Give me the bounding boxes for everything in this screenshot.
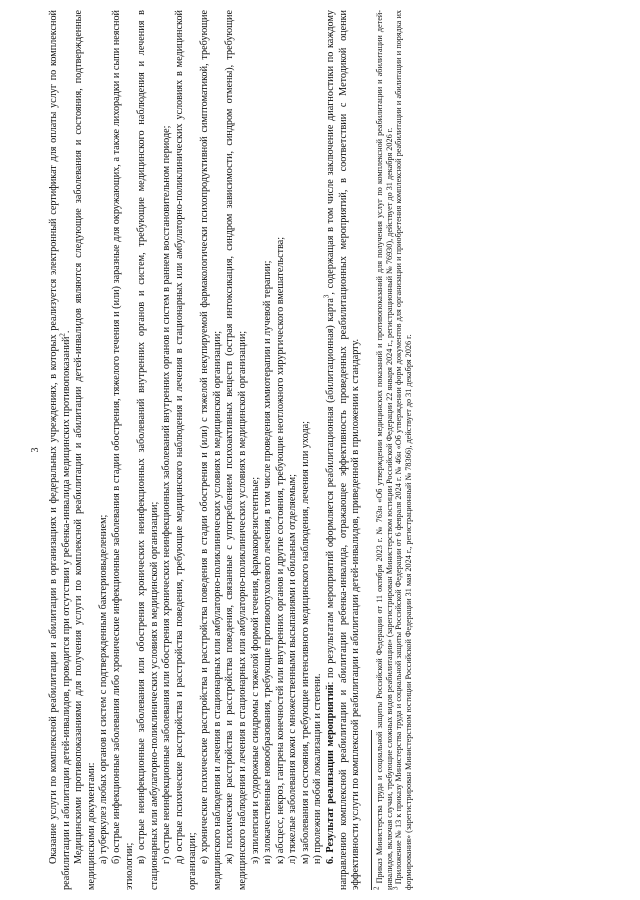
document-body — [48, 10, 363, 890]
section-6-heading: 6. Результат реализации мероприятий — [325, 684, 337, 864]
list-item: л) тяжелые заболевания кожи с множественными высыпаниями и обильным отделяемым; — [287, 474, 299, 864]
footnote-text: Приложение № 13 к приказу Министерства труда и социальной защиты Российской Федерации от 6 февраля 2024 г. № 46н «Об утверждении форм документов для организации и приобретения комплексной реабилитации и абилитации и порядка их формирования» (зарегистрирован Министерством юстиции Российской Федерации 31 мая 2024 г., регистрационный № 78366), действует до 31 декабря 2026 г. — [394, 9, 414, 890]
list-item: ж) психические расстройства и расстройства поведения, связанные с употреблением психоактивных веществ (острая интоксикация, синдром зависимости, синдром отмены), требующие медицинского наблюдения и лечения в стационарных или амбулаторно-поликлинических условиях в медицинской организации; — [224, 10, 248, 890]
intro-paragraph — [48, 10, 73, 890]
contraindications-paragraph: Медицинскими противопоказаниями для получения услуги по комплексной реабилитации и абилитации детей-инвалидов являются следующие заболевания и состояния, подтвержденные медицинскими документами: — [73, 10, 97, 890]
footnote-ref-3: 3 — [322, 294, 331, 299]
footnotes — [371, 10, 414, 890]
footnote-text: Приказ Министерства труда и социальной защиты Российской Федерации от 11 октября 2023 г. № 763н «Об утверждении медицинских показаний и противопоказаний для получения услуг по комплексной реабилитации и абилитации детей-инвалидов, включая случаи, требующие сложных видов реабилитации» (зарегистрирован Министерством юстиции Российской Федерации 22 января 2024 г., регистрационный № 76930), действует до 31 декабря 2026 г. — [374, 10, 394, 890]
list-item: м) заболевания и состояния, требующие интенсивного медицинского наблюдения, лечения или ухода; — [299, 421, 311, 864]
footnote — [372, 10, 395, 890]
list-item: е) хронические психические расстройства и расстройства поведения в стадии обострения и (или) с тяжелой некупируемой фармакологически психопродуктивной симптоматикой, требующие медицинского наблюдения и лечения в стационарных или амбулаторно-поликлинических условиях в медицинской организации; — [199, 10, 223, 890]
intro-end: . — [60, 330, 72, 334]
list-item: в) острые неинфекционные заболевания или обострения хронических неинфекционных заболеваний внутренних органов и систем, требующие медицинского наблюдения и лечения в стационарных или амбулаторно-поликлинических условиях в медицинской организации; — [136, 10, 160, 890]
list-item: з) эпилепсия и судорожные синдромы с тяжелой формой течения, фармакорезистентные; — [249, 476, 261, 864]
rotated-page-content — [30, 10, 620, 890]
list-item: к) абсцесс, некроз, гангрена конечностей или внутренних органов и другие состояния, требующие неотложного хирургического вмешательства; — [274, 236, 286, 864]
intro-text: Оказание услуги по комплексной реабилитации и абилитации в организациях и федеральных учреждениях, в которых реализуется электронный сертификат для оплаты услуг по комплексной реабилитации и абилитации детей-инвалидов, проводится при отсутствии у ребенка-инвалида медицинских противопоказаний — [48, 10, 72, 890]
footnote-ref-2: 2 — [58, 333, 67, 337]
list-item: и) злокачественные новообразования, требующие противоопухолевого лечения, в том числе проведения химиотерапии и лучевой терапии; — [262, 260, 274, 864]
footnote-divider — [371, 730, 372, 890]
footnote — [391, 9, 414, 890]
list-item: а) туберкулез любых органов и систем с подтвержденным бактериовыделением; — [98, 514, 110, 864]
footnote-mark: 3 — [391, 886, 400, 890]
footnote-mark: 2 — [372, 886, 381, 890]
section-6-text-a: : по результатам мероприятий оформляется реабилитационная (абилитационная) карта — [325, 298, 337, 685]
list-item: н) пролежни любой локализации и степени. — [312, 673, 324, 864]
list-item: д) острые психические расстройства и расстройства поведения, требующие медицинского наблюдения и лечения в стационарных или амбулаторно-поликлинических условиях в медицинской организации; — [173, 10, 198, 890]
page-number: 3 — [30, 447, 41, 453]
section-6-text-b: , содержащая в том числе заключение диагностики по каждому направлению комплексной реабилитации и абилитации ребенка-инвалида, отражающее эффективность проведенных реабилитационных мероприятий, в соответствии с Методикой оценки эффективности услуги по комплексной реабилитации и абилитации детей-инвалидов, приведенной в приложении к стандарту. — [325, 10, 362, 890]
list-item: г) острые неинфекционные заболевания или обострения хронических неинфекционных заболеваний внутренних органов и систем в раннем восстановительном периоде; — [161, 125, 173, 864]
list-item: б) острые инфекционные заболевания либо хронические инфекционные заболевания в стадии обострения, тяжелого течения и (или) заразные для окружающих, а также лихорадки и сыпи неясной этиологии; — [110, 10, 135, 890]
section-6-paragraph — [322, 10, 363, 890]
